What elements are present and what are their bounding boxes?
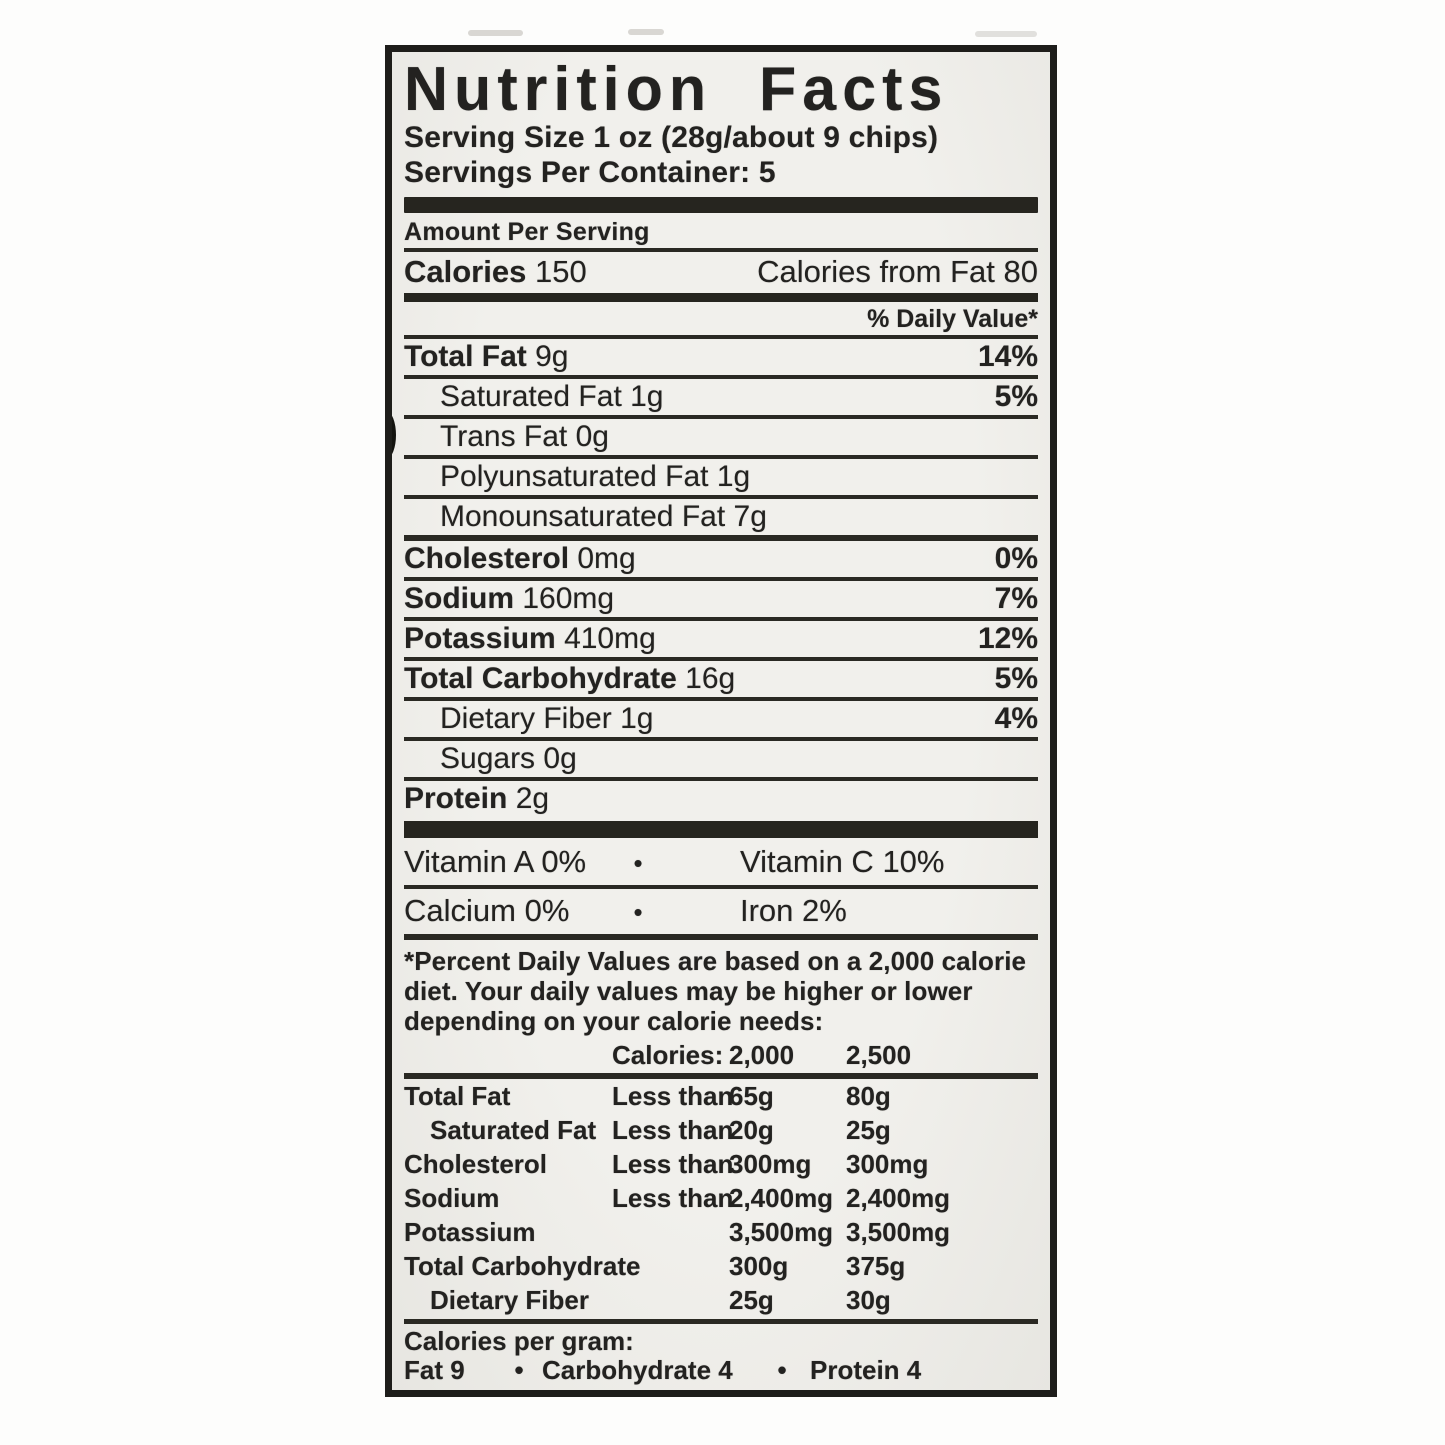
daily-value-header: % Daily Value* xyxy=(867,305,1038,333)
vitamin-row-calcium-iron xyxy=(404,889,1038,934)
dv-table-row-total-fat: Total Fat Less than 65g 80g xyxy=(404,1081,891,1111)
daily-value-footnote: *Percent Daily Values are based on a 2,000 calorie diet. Your daily values may be higher or lower depending on your calorie needs: xyxy=(404,946,1027,1036)
cpg-carbohydrate: Carbohydrate 4 xyxy=(542,1355,733,1385)
calcium: Calcium 0% xyxy=(404,893,570,928)
nutrient-row-trans-fat: Trans Fat 0g xyxy=(440,420,609,453)
nutrient-row-total-fat: Total Fat 9g 14% xyxy=(404,340,1038,373)
nutrient-row-monounsaturated-fat: Monounsaturated Fat 7g xyxy=(440,500,767,533)
cpg-protein: Protein 4 xyxy=(810,1355,922,1385)
calories-row xyxy=(404,252,1038,291)
servings-per-container: Servings Per Container: 5 xyxy=(404,156,776,189)
calories-from-fat: Calories from Fat 80 xyxy=(757,254,1038,289)
section-divider-bar xyxy=(404,197,1038,213)
vitamin-a: Vitamin A 0% xyxy=(404,844,587,879)
dv-table-row-total-carbohydrate: Total Carbohydrate 300g 375g xyxy=(404,1251,906,1281)
bullet-separator: • xyxy=(777,1355,787,1385)
dv-table-header: Calories: 2,000 2,500 xyxy=(612,1040,912,1070)
nutrient-row-protein: Protein 2g xyxy=(404,782,550,815)
dv-table-row-potassium: Potassium 3,500mg 3,500mg xyxy=(404,1217,951,1247)
print-smudge xyxy=(628,29,664,35)
daily-value-table xyxy=(404,1038,1038,1317)
calories-per-gram-heading: Calories per gram: xyxy=(404,1326,634,1356)
nutrition-facts-label xyxy=(385,45,1057,1397)
serving-size: Serving Size 1 oz (28g/about 9 chips) xyxy=(404,121,939,154)
nutrient-row-saturated-fat: Saturated Fat 1g 5% xyxy=(440,380,1038,413)
section-divider-bar xyxy=(404,821,1038,838)
nutrient-row-cholesterol: Cholesterol 0mg 0% xyxy=(404,542,1038,575)
nutrient-row-potassium: Potassium 410mg 12% xyxy=(404,622,1038,655)
nutrient-row-polyunsaturated-fat: Polyunsaturated Fat 1g xyxy=(440,460,751,493)
cpg-fat: Fat 9 xyxy=(404,1355,465,1385)
vitamin-c: Vitamin C 10% xyxy=(740,844,945,879)
calories: Calories 150 xyxy=(404,254,587,289)
nutrient-row-total-carbohydrate: Total Carbohydrate 16g 5% xyxy=(404,662,1038,695)
dv-table-row-dietary-fiber: Dietary Fiber 25g 30g xyxy=(430,1285,891,1315)
nutrient-row-dietary-fiber: Dietary Fiber 1g 4% xyxy=(440,702,1038,735)
print-smudge xyxy=(975,31,1037,37)
print-smudge xyxy=(468,30,523,36)
dv-table-row-sodium: Sodium Less than 2,400mg 2,400mg xyxy=(404,1183,951,1213)
label-title: Nutrition Facts xyxy=(404,53,949,124)
calories-per-gram-row xyxy=(404,1356,1038,1387)
bullet-separator: • xyxy=(633,848,643,878)
dv-table-row-cholesterol: Cholesterol Less than 300mg 300mg xyxy=(404,1149,929,1179)
bullet-separator: • xyxy=(514,1355,524,1385)
amount-per-serving-heading: Amount Per Serving xyxy=(404,218,650,246)
dv-table-row-saturated-fat: Saturated Fat Less than 20g 25g xyxy=(430,1115,891,1145)
iron: Iron 2% xyxy=(740,893,847,928)
bullet-separator: • xyxy=(633,897,643,927)
section-divider-bar xyxy=(404,293,1038,302)
photo-artifact-blob xyxy=(385,412,396,458)
nutrient-row-sodium: Sodium 160mg 7% xyxy=(404,582,1038,615)
vitamin-row-a-c xyxy=(404,840,1038,885)
nutrient-row-sugars: Sugars 0g xyxy=(440,742,577,775)
